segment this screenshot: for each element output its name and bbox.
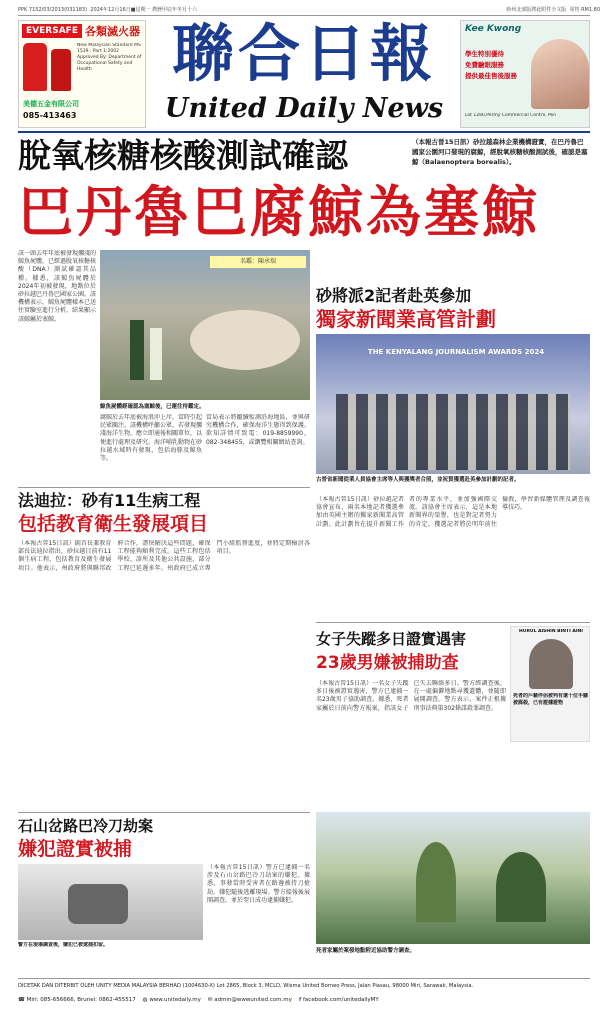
lead-deck: （本報古晉15日訊）砂拉越森林企業機構證實，在巴丹魯巴國家公園河口發現的腐鯨，經脫氧核糖核酸測試後，確認是塞鯨（Balaenoptera borealis）。 [412,138,588,166]
missing-body: （本報古晉15日訊）一名女子失蹤多日後被證實遇害，警方已逮捕一名23歲男子協助調查。據悉，死者家屬於日前向警方報案，指該女子已失去聯絡多日。警方經調查後，在一處偏僻地點尋獲遺體，並隨即展開調查。警方表示，案件正根據刑事法典第302條謀殺罪調查。 [316,680,506,712]
photo-label: 名鑑：陳承瑞 [210,256,306,268]
victim-side-headline: 死者的戶藉伴侶被判有還十位手腳被謀殺，已有證據證物 [513,693,589,706]
missing-photo [316,812,590,944]
footer-contacts [18,993,590,1007]
masthead-price: 砂州北部版將此附件全文版 零售 RM1.80 [506,7,600,13]
extinguisher-icon [23,43,47,91]
journalism-kicker: 砂將派2記者赴英參加 [316,286,472,305]
masthead-rule [18,131,590,133]
lead-headline: 巴丹魯巴腐鯨為塞鯨 [18,180,541,244]
footer-phone: Miri: 085-656666, Brunei: 0862-455517 [26,997,136,1003]
victim-photo [529,639,573,689]
missing-headline: 23歲男嫌被捕助查 [316,653,459,673]
optical-bullets: 學生特別優待 免費驗眼服務 提供最佳售後服務 [465,50,517,80]
journalism-photo [316,334,590,474]
school-kicker: 法迪拉：砂有11生病工程 [18,491,201,510]
footer-facebook[interactable]: facebook.com/unitedailyMY [302,997,379,1003]
victim-sidebar [510,626,590,742]
journalism-headline: 獨家新聞業高管計劃 [316,307,496,331]
masthead-title: 聯合日報 [171,17,436,90]
robbery-body: （本報古晉15日訊）警方已逮捕一名涉及石山岔路巴冷刀劫案的嫌犯。據悉，事發當時受害者在路邊被持刀搶劫，嫌犯隨後逃離現場。警方接報後展開調查，並於翌日成功逮捕嫌犯。 [207,864,310,904]
award-banner: THE KENYALANG JOURNALISM AWARDS 2024 [367,348,545,356]
section-rule-3 [18,812,310,813]
mail-icon: ✉ [207,997,213,1003]
robbery-headline: 嫌犯證實被捕 [18,838,133,860]
school-body: （本報古晉15日訊）副首長兼教育部長法迪拉指出，砂拉越目前有11個生病工程，包括教育及衛生發展項目。他表示，州政府將與聯邦政府合作，盡快解決這些問題，確保工程能夠順利完成。這些工程包括學校、診所及其他公共設施，部分工程已延遲多年。州政府已成立專門小組監督進度，並將定期檢討各項目。 [18,540,310,572]
tree-shape [416,842,456,922]
eversafe-ad[interactable] [18,20,146,128]
robbery-caption: 警方在現場調查後，嫌犯已被逮捕扣留。 [18,942,109,948]
ad-phone: 085-413463 [23,111,77,120]
optical-address: Lot 1280,Permy Commercial Centre, Miri [465,113,557,118]
optical-brand: Kee Kwong [465,24,522,34]
robbery-photo [18,864,203,940]
optical-ad[interactable] [460,20,590,128]
robbery-kicker: 石山岔路巴冷刀劫案 [18,817,154,835]
missing-caption: 死者家屬於案發地點附近協助警方調查。 [316,948,416,954]
facebook-icon: f [298,997,302,1003]
ad-slogan: 各類滅火器 [85,25,140,38]
journalism-caption: 古晉省新聞從業人員協會主席等人與獲獎者合照，並祝賀獲選赴英參加計劃的記者。 [316,477,520,483]
whale-carcass [190,310,300,370]
victim-name: HURUL AISHIN BINTI AINI [519,629,583,634]
journalism-body: （本報古晉15日訊）砂拉越記者協會宣布，兩名本地記者獲選參加由英國主辦的獨家新聞業高管計劃。此計劃旨在提升新聞工作者的專業水平，並加強國際交流。該協會主席表示，這是本地新聞界的榮譽，也是對記者努力的肯定。獲選記者將於明年前往倫敦，學習新媒體管理及調查報導技巧。 [316,496,590,528]
lead-subhead: 脫氧核糖核酸測試確認 [18,136,348,175]
footer-printer: DICETAK DAN DITERBIT OLEH UNITY MEDIA MALAYSIA BERHAD (1004630-X) Lot 2865, Block 3, MCLD, Wisma United Borneo Press, Jalan Piasau, 98000 Miri, Sarawak, Malaysia. [18,983,474,989]
lead-caption: 鯨魚屍體經確認為塞鯨後，已運往待鑑定。 [100,404,205,410]
section-rule-2 [316,622,590,623]
masthead-english: United Daily News [164,93,444,124]
phone-icon: ☎ [18,997,25,1003]
ad-standards: New Malaysian Standard MS 1539 : Part 1:2002 Approved By: Department of Occupational Safety and Health [77,43,142,72]
missing-kicker: 女子失蹤多日證實遇害 [316,630,467,648]
car-shape [68,884,128,924]
lead-body-col2: 腐鯨於去年底被海浪沖上岸，當時引起民眾關注。該機構呼籲公眾，若發現擱淺海洋生物，應立即通報相關單位，以便進行處理及研究。海洋哺乳動物在砂拉越水域時有發現，包括海豚及鯨魚等。 [100,414,202,463]
tree-shape-2 [496,852,546,922]
ad-company: 美德五金有限公司 [23,100,79,108]
section-rule [18,487,310,488]
footer-rule [18,978,590,979]
group-photo [336,394,570,470]
person-figure-2 [150,328,162,380]
model-photo [531,39,589,109]
lead-photo [100,250,310,400]
lead-body-col3: 當局表示將繼續監測沿海地區，並與研究機構合作，確保海洋生態得到保護。欲知詳情可致電：019-8859990，082-348455，或瀏覽相關網站查詢。 [206,414,310,446]
lead-body-col1: 該一頭去年年底被發現擱淺的鯨魚屍體，已經過脫氧核糖核酸（DNA）測試確認其品種。據悉，該鯨魚屍體於2024年初被發現，地點位於砂拉越巴丹魯巴國家公園。該機構表示，鯨魚屍體樣本已送往實驗室進行分析，結果顯示該鯨屬於塞鯨。 [18,250,96,323]
eversafe-logo: EVERSAFE [22,24,82,38]
person-figure [130,320,144,380]
footer-email[interactable]: admin@wwwunited.com.my [214,997,292,1003]
masthead-permit: PPK 7152/03/2013(031183) 2024年12月16日■星期一 農曆甲辰年冬月十六 [18,7,198,13]
footer-web[interactable]: www.unitedaily.my [149,997,201,1003]
globe-icon: ◍ [142,997,148,1003]
school-headline: 包括教育衛生發展項目 [18,513,209,535]
extinguisher-icon-2 [51,49,71,91]
